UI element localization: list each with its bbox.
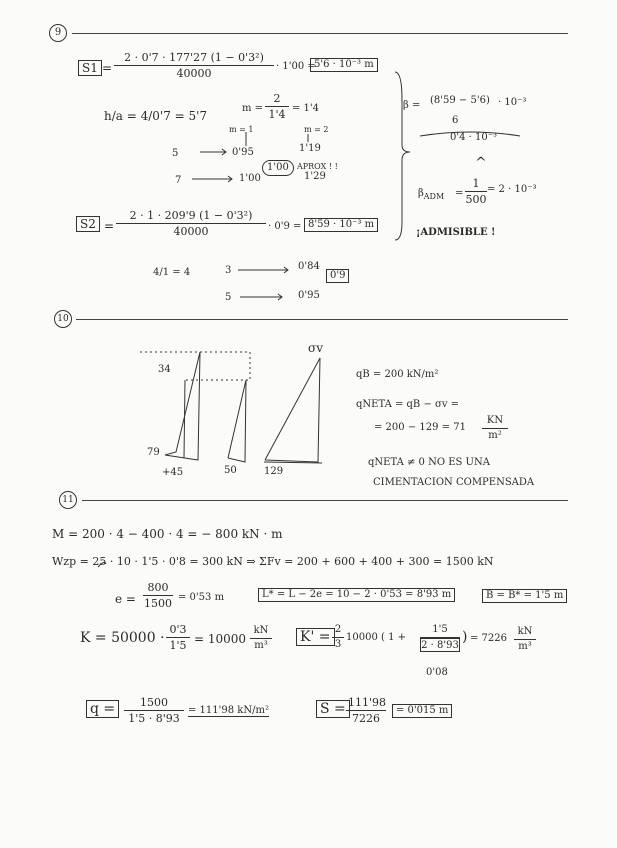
note-line-2: CIMENTACION COMPENSADA [373,477,535,488]
ratio: 4/1 = 4 [153,267,191,278]
label-129: 129 [264,466,284,477]
kprime-f-den: 3 [334,639,342,650]
s-lhs: S = [316,700,350,718]
aprox-value: 1'00 [262,160,294,176]
s-rhs: = 0'015 m [392,704,452,718]
row2-a: 7 [175,175,182,186]
e-num: 800 [143,582,173,596]
s2-eq: = [104,219,115,233]
m-denominator: 1'4 [268,108,286,121]
qneta-unit-num: KN [482,416,508,429]
s1-numerator: 2 · 0'7 · 177'27 (1 − 0'3²) [114,52,274,66]
qneta-lhs: qNETA = qB − σv = [356,399,460,410]
s-den: 7226 [352,712,380,725]
qneta-unit-den: m² [488,430,502,441]
s1-label: S1 [78,60,102,76]
rows2-2-a: 5 [225,292,232,303]
kprime-lhs: K' = [296,628,335,646]
label-34: 34 [158,364,171,375]
row2-v1: 1'00 [239,173,261,184]
q-lhs: q = [86,700,119,718]
label-79: 79 [147,447,160,458]
k-rhs: = 10000 [194,632,247,646]
kprime-under: 0'08 [426,667,448,678]
e-rhs: = 0'53 m [178,592,225,603]
k-num: 0'3 [166,624,190,638]
kprime-den: 2 · 8'93 [421,640,459,651]
kprime-rhs: = 7226 [470,633,508,644]
wzp-line: Wzp = 25 · 10 · 1'5 · 0'8 = 300 kN ⇒ ΣFv = 200 + 600 + 400 + 300 = 1500 kN [52,555,494,568]
e-den: 1500 [144,597,172,610]
q-den: 1'5 · 8'93 [128,712,180,725]
bstar-box: B = B* = 1'5 m [482,589,567,603]
section-11-number: 11 [59,491,77,509]
beta-den: 0'4 · 10⁻³ [450,132,498,143]
rows2-1-a: 3 [225,265,232,276]
m2-header: m = 2 [304,125,329,134]
caret: ^ [475,155,487,171]
row2-v2: 1'29 [304,171,326,182]
kprime-unit-den: m³ [518,641,532,652]
lstar-box: L* = L − 2e = 10 − 2 · 0'53 = 8'93 m [258,588,455,602]
qb: qB = 200 kN/m² [356,369,439,380]
kprime-num: 1'5 [420,625,460,638]
e-lhs: e = [115,592,136,606]
s1-result: 5'6 · 10⁻³ m [310,58,378,72]
q-rhs: = 111'98 kN/m² [188,705,269,716]
s1-factor: · 1'00 = [276,61,316,72]
kprime-close: ) [462,629,468,645]
beta-adm-rhs: = 2 · 10⁻³ [487,184,537,195]
beta-exp: · 10⁻³ [498,97,527,108]
m1-header: m = 1 [229,125,254,134]
rows2-2-v: 0'95 [298,290,320,301]
aprox-note: APROX ! ! [297,162,338,171]
s-num: 111'98 [348,696,387,709]
kprime-mid: 10000 ( 1 + [346,632,406,643]
s2-factor: · 0'9 = [268,221,302,232]
beta-lhs: β = [403,100,421,111]
s2-numerator: 2 · 1 · 209'9 (1 − 0'3²) [116,210,266,224]
section-10-number: 10 [54,310,72,328]
label-45: +45 [162,467,184,478]
beta-adm-sub: ADM [423,192,445,201]
m-rhs: = 1'4 [292,103,320,114]
beta-adm-den: 500 [465,193,487,206]
note-line-1: qNETA ≠ 0 NO ES UNA [368,457,490,468]
row1-v2: 1'19 [299,143,321,154]
k-unit-den: m³ [254,640,268,651]
kprime-f-num: 2 [332,625,344,638]
m-lhs: m = [242,103,264,114]
sigma-v: σv [308,341,323,355]
boxed-value: 0'9 [326,269,349,283]
beta-adm-symbol: β [418,188,424,199]
ha-ratio: h/a = 4/0'7 = 5'7 [104,109,208,123]
row1-v1: 0'95 [232,147,254,158]
k-unit-num: kN [250,626,272,639]
rows2-1-v: 0'84 [298,261,320,272]
admisible: ¡ADMISIBLE ! [416,227,496,238]
qneta-value: = 200 − 129 = 71 [374,422,466,433]
beta-adm-num: 1 [465,178,487,192]
s1-denominator: 40000 [176,67,212,80]
k-lhs: K = 50000 · [80,630,165,646]
k-den: 1'5 [169,639,187,652]
s2-result: 8'59 · 10⁻³ m [304,218,378,232]
label-50: 50 [224,465,237,476]
beta-num: (8'59 − 5'6) [430,95,490,106]
m-numerator: 2 [265,93,289,107]
s1-eq: = [102,61,113,75]
row1-a: 5 [172,148,179,159]
kprime-unit-num: kN [514,627,536,640]
q-num: 1500 [124,697,184,711]
beta-mid: 6 [452,115,459,126]
moment: M = 200 · 4 − 400 · 4 = − 800 kN · m [52,527,283,541]
beta-adm-eq: = [455,188,464,199]
s2-denominator: 40000 [173,225,209,238]
s2-label: S2 [76,216,100,232]
section-9-number: 9 [49,24,67,42]
